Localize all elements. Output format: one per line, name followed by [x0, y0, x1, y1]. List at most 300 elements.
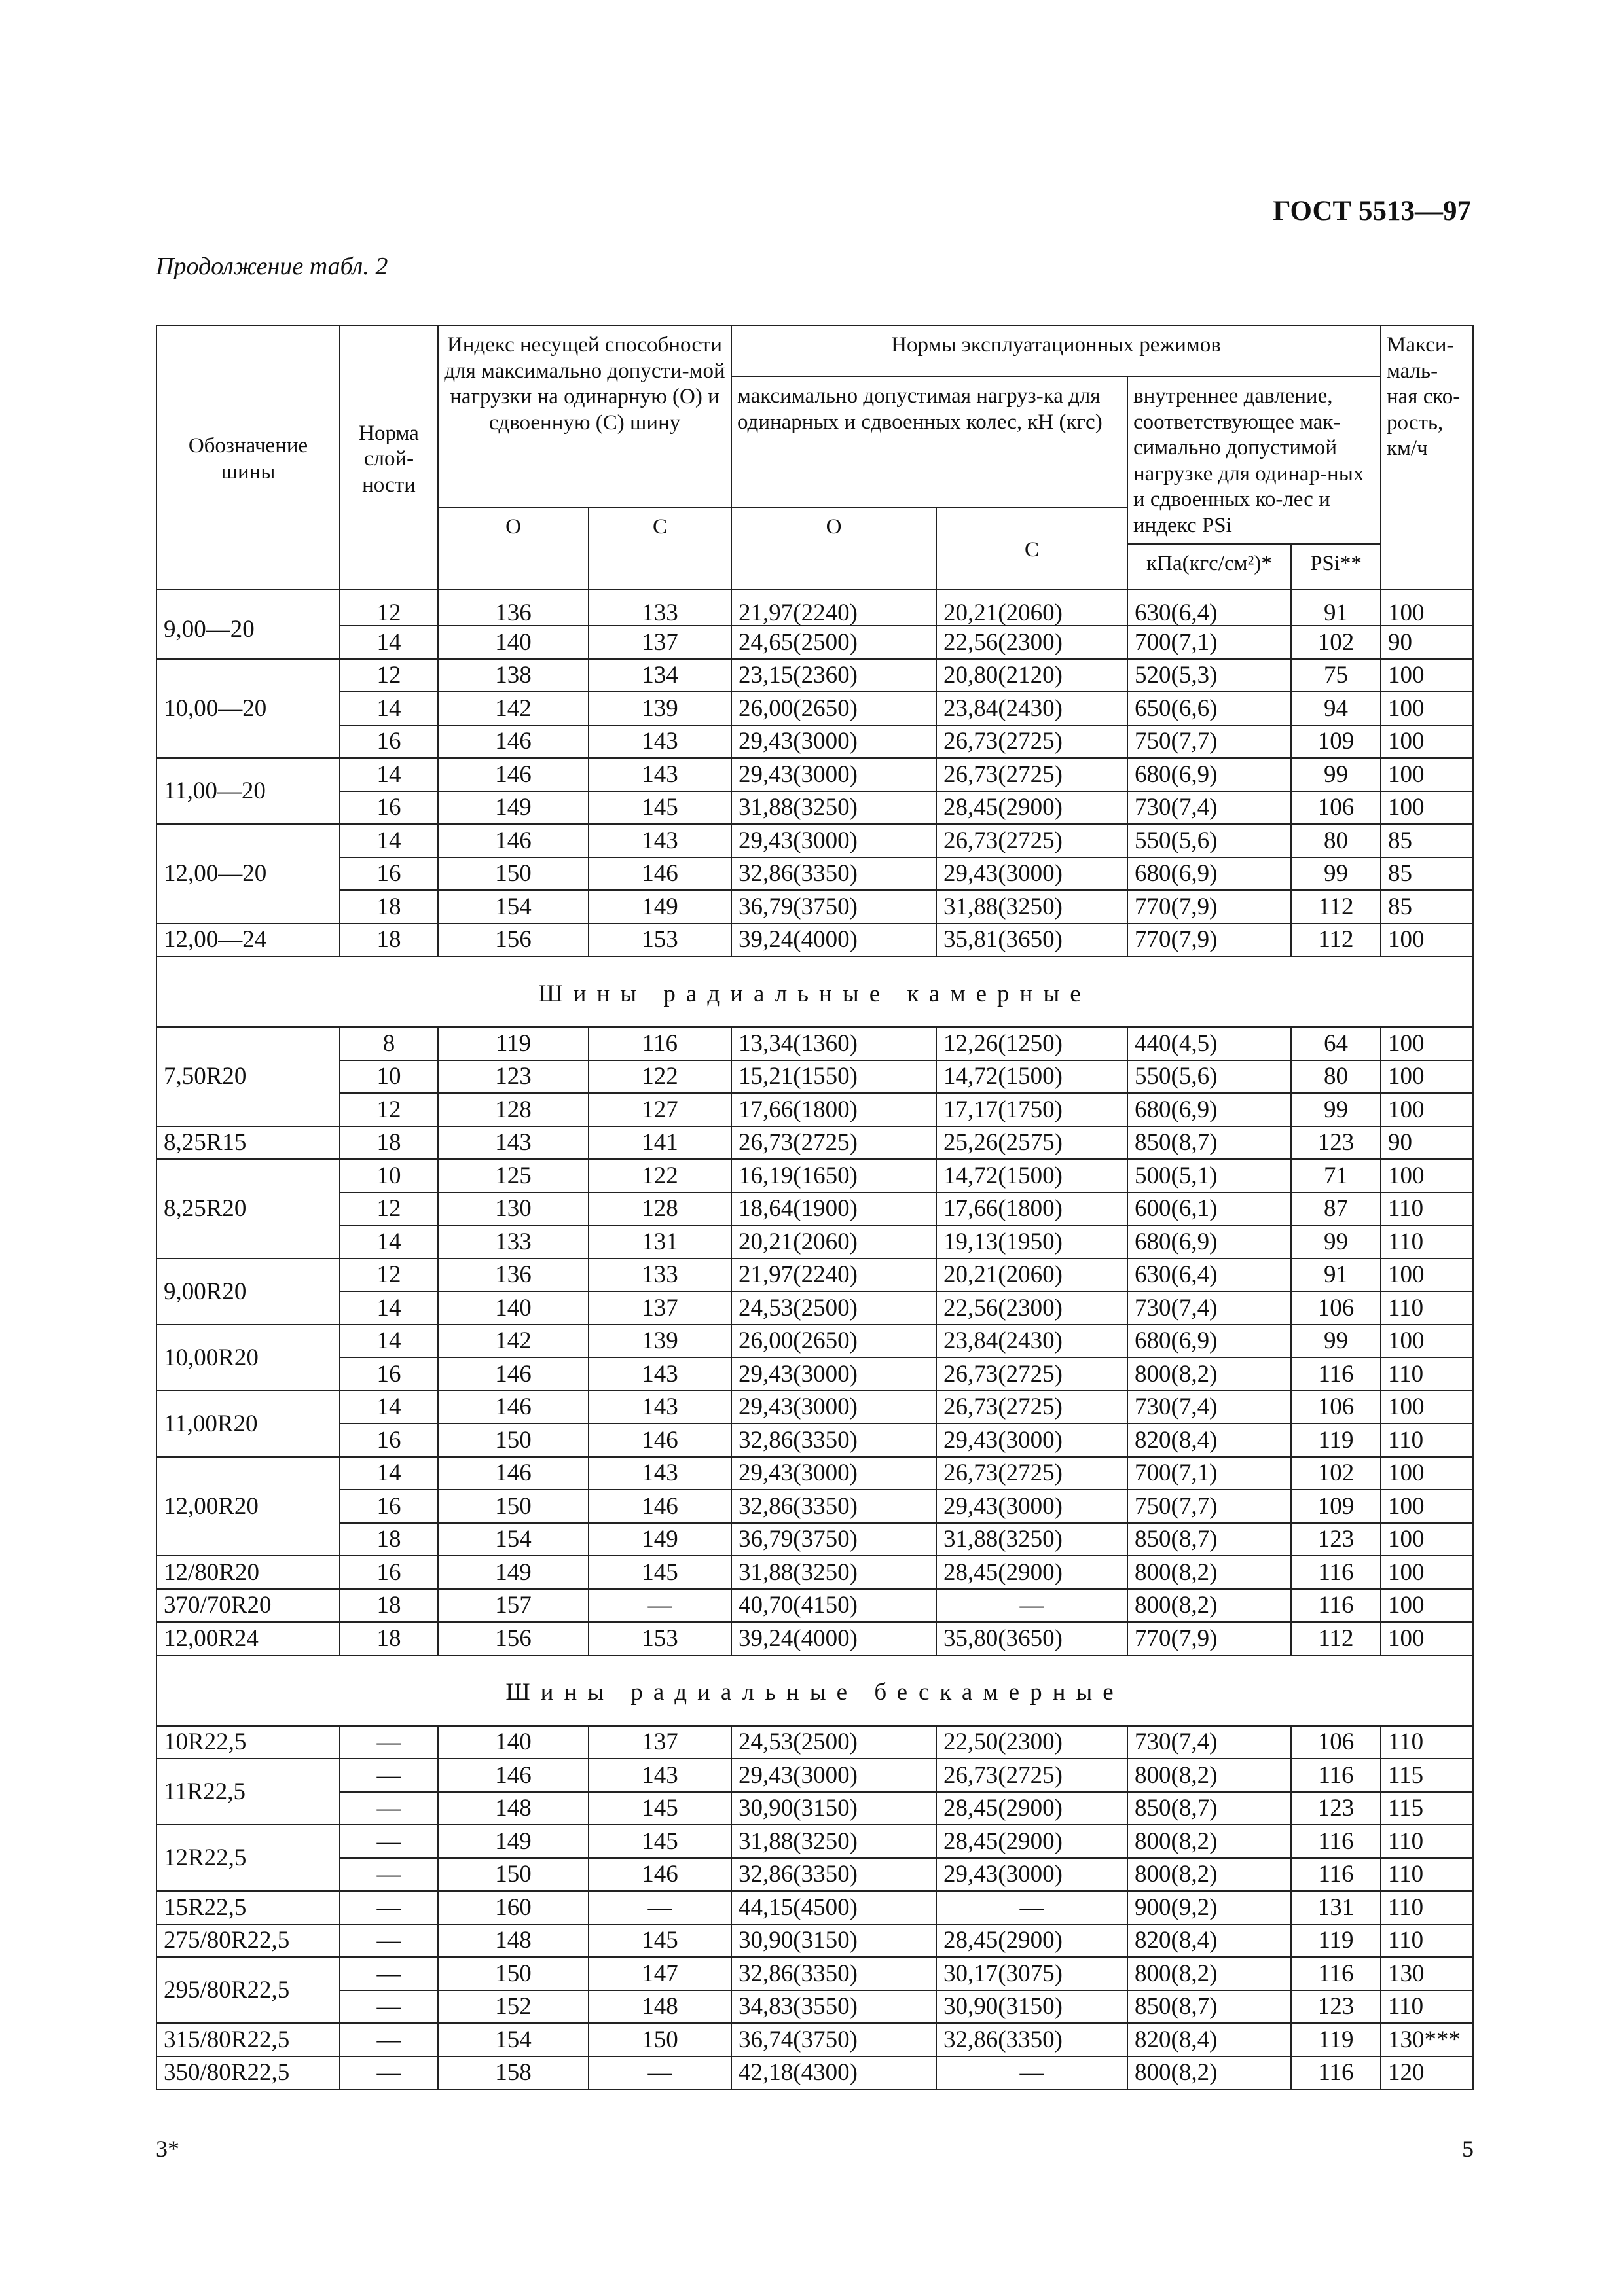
- cell: 29,43(3000): [936, 1490, 1127, 1523]
- cell: 160: [438, 1891, 589, 1924]
- cell: —: [589, 1589, 731, 1623]
- cell: 150: [438, 1957, 589, 1990]
- cell: 44,15(4500): [731, 1891, 936, 1924]
- header-kpa: кПа(кгс/см²)*: [1127, 544, 1291, 590]
- cell: 24,53(2500): [731, 1291, 936, 1325]
- cell: 106: [1291, 1291, 1381, 1325]
- table-row: [156, 890, 1473, 924]
- cell: 154: [438, 890, 589, 924]
- cell: 131: [1291, 1891, 1381, 1924]
- cell: 850(8,7): [1127, 1126, 1291, 1160]
- cell: 10: [340, 1159, 438, 1193]
- cell: 900(9,2): [1127, 1891, 1291, 1924]
- row-designation: 315/80R22,5: [156, 2023, 340, 2056]
- row-designation: 275/80R22,5: [156, 1924, 340, 1958]
- cell: 143: [589, 1759, 731, 1792]
- cell: 102: [1291, 626, 1381, 659]
- cell: 123: [1291, 1126, 1381, 1160]
- cell: 820(8,4): [1127, 2023, 1291, 2056]
- cell: 630(6,4): [1127, 590, 1291, 626]
- header-designation: Обозначение шины: [156, 325, 340, 590]
- cell: 800(8,2): [1127, 1759, 1291, 1792]
- table-row: [156, 692, 1473, 725]
- cell: 133: [438, 1225, 589, 1259]
- table-row: [156, 1093, 1473, 1126]
- cell: 110: [1381, 1357, 1473, 1391]
- cell: 26,73(2725): [936, 725, 1127, 759]
- cell: 26,73(2725): [731, 1126, 936, 1160]
- cell: 29,43(3000): [731, 758, 936, 791]
- cell: 31,88(3250): [731, 791, 936, 825]
- table-row: [156, 626, 1473, 659]
- cell: 17,17(1750): [936, 1093, 1127, 1126]
- table-row: [156, 758, 1473, 791]
- cell: 23,84(2430): [936, 1325, 1127, 1358]
- cell: 700(7,1): [1127, 626, 1291, 659]
- cell: 156: [438, 1622, 589, 1655]
- cell: 112: [1291, 924, 1381, 957]
- cell: 116: [589, 1027, 731, 1060]
- cell: 143: [589, 1457, 731, 1490]
- cell: 149: [589, 1523, 731, 1556]
- cell: 153: [589, 924, 731, 957]
- cell: 680(6,9): [1127, 1325, 1291, 1358]
- cell: 18: [340, 1622, 438, 1655]
- tire-table: [156, 325, 1474, 2090]
- cell: 800(8,2): [1127, 1556, 1291, 1589]
- cell: 110: [1381, 1858, 1473, 1892]
- cell: —: [340, 1858, 438, 1892]
- cell: 550(5,6): [1127, 824, 1291, 857]
- cell: 99: [1291, 758, 1381, 791]
- table-row: [156, 659, 1473, 692]
- cell: 22,56(2300): [936, 626, 1127, 659]
- cell: 102: [1291, 1457, 1381, 1490]
- cell: 145: [589, 791, 731, 825]
- cell: 100: [1381, 758, 1473, 791]
- cell: 730(7,4): [1127, 1291, 1291, 1325]
- cell: 31,88(3250): [731, 1825, 936, 1858]
- cell: 85: [1381, 890, 1473, 924]
- cell: 100: [1381, 692, 1473, 725]
- row-designation: 12,00R20: [156, 1457, 340, 1556]
- cell: 116: [1291, 1357, 1381, 1391]
- table-row: [156, 1825, 1473, 1858]
- cell: 150: [438, 857, 589, 891]
- cell: 145: [589, 1924, 731, 1958]
- cell: 110: [1381, 1726, 1473, 1759]
- cell: 850(8,7): [1127, 1990, 1291, 2024]
- cell: 109: [1291, 1490, 1381, 1523]
- cell: 123: [1291, 1990, 1381, 2024]
- cell: 122: [589, 1159, 731, 1193]
- cell: 106: [1291, 1726, 1381, 1759]
- bias-tires-body: [156, 590, 1473, 2089]
- cell: 150: [438, 1858, 589, 1892]
- cell: 730(7,4): [1127, 791, 1291, 825]
- table-row: [156, 791, 1473, 825]
- footer-left-mark: 3*: [156, 2136, 179, 2162]
- cell: 23,84(2430): [936, 692, 1127, 725]
- cell: 18: [340, 1126, 438, 1160]
- cell: 12: [340, 1259, 438, 1292]
- cell: 71: [1291, 1159, 1381, 1193]
- cell: 125: [438, 1159, 589, 1193]
- cell: 145: [589, 1556, 731, 1589]
- row-designation: 11,00—20: [156, 758, 340, 824]
- row-designation: 9,00R20: [156, 1259, 340, 1325]
- header-max-speed: Макси-маль-ная ско-рость, км/ч: [1381, 325, 1473, 590]
- cell: —: [340, 2023, 438, 2056]
- cell: 80: [1291, 1060, 1381, 1094]
- cell: —: [340, 1924, 438, 1958]
- page-number: 5: [1462, 2136, 1474, 2162]
- cell: 85: [1381, 857, 1473, 891]
- cell: 110: [1381, 1924, 1473, 1958]
- cell: 850(8,7): [1127, 1792, 1291, 1825]
- row-designation: 11,00R20: [156, 1391, 340, 1457]
- cell: 32,86(3350): [731, 1957, 936, 1990]
- cell: 35,81(3650): [936, 924, 1127, 957]
- table-row: [156, 1060, 1473, 1094]
- cell: 138: [438, 659, 589, 692]
- cell: 145: [589, 1792, 731, 1825]
- cell: 32,86(3350): [731, 1858, 936, 1892]
- header-pressure: внутреннее давление, соответствующее мак-симально допустимой нагрузке для одинар-ных и сдвоенных ко-лес и индекс PSi: [1127, 376, 1381, 544]
- table-row: [156, 1391, 1473, 1424]
- cell: 116: [1291, 1556, 1381, 1589]
- header-max-load-o: О: [731, 507, 936, 590]
- cell: 40,70(4150): [731, 1589, 936, 1623]
- cell: 146: [589, 857, 731, 891]
- cell: 30,90(3150): [936, 1990, 1127, 2024]
- cell: 750(7,7): [1127, 1490, 1291, 1523]
- cell: 100: [1381, 1027, 1473, 1060]
- cell: 143: [589, 725, 731, 759]
- cell: 100: [1381, 659, 1473, 692]
- table-row: [156, 1325, 1473, 1358]
- cell: 110: [1381, 1225, 1473, 1259]
- cell: 139: [589, 692, 731, 725]
- table-row: [156, 1027, 1473, 1060]
- cell: 128: [589, 1193, 731, 1226]
- table-row: [156, 1457, 1473, 1490]
- cell: 146: [438, 824, 589, 857]
- table-row: [156, 1357, 1473, 1391]
- cell: 137: [589, 1291, 731, 1325]
- cell: 8: [340, 1027, 438, 1060]
- cell: 500(5,1): [1127, 1159, 1291, 1193]
- cell: 28,45(2900): [936, 1924, 1127, 1958]
- cell: 20,21(2060): [936, 590, 1127, 626]
- cell: 730(7,4): [1127, 1391, 1291, 1424]
- cell: 152: [438, 1990, 589, 2024]
- cell: 16: [340, 857, 438, 891]
- cell: 32,86(3350): [731, 1424, 936, 1457]
- cell: 120: [1381, 2056, 1473, 2090]
- cell: 127: [589, 1093, 731, 1126]
- table-row: [156, 1556, 1473, 1589]
- cell: 550(5,6): [1127, 1060, 1291, 1094]
- cell: 116: [1291, 1759, 1381, 1792]
- cell: 122: [589, 1060, 731, 1094]
- cell: 100: [1381, 791, 1473, 825]
- cell: 85: [1381, 824, 1473, 857]
- cell: 143: [589, 1391, 731, 1424]
- cell: 149: [438, 1556, 589, 1589]
- cell: 119: [1291, 1924, 1381, 1958]
- row-designation: 370/70R20: [156, 1589, 340, 1623]
- cell: —: [589, 1891, 731, 1924]
- cell: 800(8,2): [1127, 1858, 1291, 1892]
- cell: 140: [438, 1291, 589, 1325]
- cell: 18: [340, 1589, 438, 1623]
- cell: 15,21(1550): [731, 1060, 936, 1094]
- cell: 800(8,2): [1127, 1589, 1291, 1623]
- row-designation: 295/80R22,5: [156, 1957, 340, 2023]
- cell: 128: [438, 1093, 589, 1126]
- cell: 24,65(2500): [731, 626, 936, 659]
- header-load-index-c: С: [589, 507, 731, 590]
- cell: 143: [438, 1126, 589, 1160]
- cell: 145: [589, 1825, 731, 1858]
- table-row: [156, 857, 1473, 891]
- cell: 112: [1291, 890, 1381, 924]
- header-load-index-o: О: [438, 507, 589, 590]
- cell: 14: [340, 1457, 438, 1490]
- cell: 800(8,2): [1127, 1357, 1291, 1391]
- table-row: [156, 1759, 1473, 1792]
- cell: 156: [438, 924, 589, 957]
- cell: 123: [438, 1060, 589, 1094]
- table-row: [156, 1858, 1473, 1892]
- cell: 100: [1381, 1457, 1473, 1490]
- table-caption: Продолжение табл. 2: [156, 253, 388, 280]
- cell: 21,97(2240): [731, 590, 936, 626]
- cell: 99: [1291, 857, 1381, 891]
- cell: 16,19(1650): [731, 1159, 936, 1193]
- cell: 100: [1381, 924, 1473, 957]
- cell: 110: [1381, 1291, 1473, 1325]
- cell: 137: [589, 626, 731, 659]
- table-row: [156, 1126, 1473, 1160]
- cell: 112: [1291, 1622, 1381, 1655]
- header-norms: Нормы эксплуатационных режимов: [731, 325, 1381, 376]
- cell: 100: [1381, 1556, 1473, 1589]
- cell: 29,43(3000): [731, 1391, 936, 1424]
- cell: 16: [340, 1357, 438, 1391]
- cell: 34,83(3550): [731, 1990, 936, 2024]
- cell: 94: [1291, 692, 1381, 725]
- cell: —: [589, 2056, 731, 2090]
- cell: 13,34(1360): [731, 1027, 936, 1060]
- cell: 29,43(3000): [936, 1858, 1127, 1892]
- cell: 600(6,1): [1127, 1193, 1291, 1226]
- row-designation: 9,00—20: [156, 590, 340, 659]
- cell: 14: [340, 692, 438, 725]
- cell: 820(8,4): [1127, 1924, 1291, 1958]
- cell: 130: [438, 1193, 589, 1226]
- cell: 100: [1381, 590, 1473, 626]
- cell: 36,79(3750): [731, 890, 936, 924]
- cell: 146: [438, 1357, 589, 1391]
- table-row: [156, 1259, 1473, 1292]
- cell: 148: [438, 1924, 589, 1958]
- section-header: [156, 1655, 1473, 1726]
- cell: 148: [438, 1792, 589, 1825]
- cell: 133: [589, 590, 731, 626]
- cell: 24,53(2500): [731, 1726, 936, 1759]
- cell: 32,86(3350): [936, 2023, 1127, 2056]
- cell: 116: [1291, 1957, 1381, 1990]
- row-designation: 10R22,5: [156, 1726, 340, 1759]
- cell: 30,17(3075): [936, 1957, 1127, 1990]
- table-row: [156, 1159, 1473, 1193]
- cell: 650(6,6): [1127, 692, 1291, 725]
- cell: 800(8,2): [1127, 2056, 1291, 2090]
- cell: 29,43(3000): [936, 1424, 1127, 1457]
- cell: 14: [340, 1291, 438, 1325]
- table-row: [156, 1990, 1473, 2024]
- cell: 100: [1381, 725, 1473, 759]
- cell: 106: [1291, 1391, 1381, 1424]
- cell: 100: [1381, 1490, 1473, 1523]
- cell: 146: [438, 1759, 589, 1792]
- cell: 21,97(2240): [731, 1259, 936, 1292]
- cell: 36,74(3750): [731, 2023, 936, 2056]
- cell: 12: [340, 659, 438, 692]
- cell: 142: [438, 1325, 589, 1358]
- cell: 28,45(2900): [936, 1792, 1127, 1825]
- cell: 20,21(2060): [936, 1259, 1127, 1292]
- table-row: [156, 1291, 1473, 1325]
- table-row: [156, 1924, 1473, 1958]
- cell: 680(6,9): [1127, 1093, 1291, 1126]
- cell: 106: [1291, 791, 1381, 825]
- cell: 110: [1381, 1424, 1473, 1457]
- table-row: [156, 725, 1473, 759]
- row-designation: 15R22,5: [156, 1891, 340, 1924]
- header-psi: PSi**: [1291, 544, 1381, 590]
- cell: 29,43(3000): [731, 824, 936, 857]
- cell: 141: [589, 1126, 731, 1160]
- cell: 99: [1291, 1225, 1381, 1259]
- cell: 12,26(1250): [936, 1027, 1127, 1060]
- cell: 140: [438, 1726, 589, 1759]
- header-max-load: максимально допустимая нагруз-ка для одинарных и сдвоенных колес, кН (кгс): [731, 376, 1127, 507]
- cell: 146: [438, 1391, 589, 1424]
- cell: 25,26(2575): [936, 1126, 1127, 1160]
- cell: 158: [438, 2056, 589, 2090]
- cell: 26,73(2725): [936, 1391, 1127, 1424]
- row-designation: 8,25R20: [156, 1159, 340, 1259]
- cell: 119: [1291, 2023, 1381, 2056]
- cell: 146: [589, 1490, 731, 1523]
- cell: 17,66(1800): [936, 1193, 1127, 1226]
- cell: 19,13(1950): [936, 1225, 1127, 1259]
- cell: 26,73(2725): [936, 824, 1127, 857]
- cell: 12: [340, 1093, 438, 1126]
- cell: 18,64(1900): [731, 1193, 936, 1226]
- cell: 148: [589, 1990, 731, 2024]
- cell: 28,45(2900): [936, 791, 1127, 825]
- row-designation: 10,00—20: [156, 659, 340, 759]
- cell: 116: [1291, 1589, 1381, 1623]
- cell: 100: [1381, 1259, 1473, 1292]
- header-load-index: Индекс несущей способности для максимально допусти-мой нагрузки на одинарную (О) и сдвоенную (С) шину: [438, 325, 731, 507]
- cell: 28,45(2900): [936, 1825, 1127, 1858]
- cell: 100: [1381, 1159, 1473, 1193]
- cell: 14: [340, 1391, 438, 1424]
- cell: 100: [1381, 1589, 1473, 1623]
- table-row: [156, 1891, 1473, 1924]
- cell: 800(8,2): [1127, 1825, 1291, 1858]
- cell: 100: [1381, 1093, 1473, 1126]
- cell: 39,24(4000): [731, 924, 936, 957]
- cell: 10: [340, 1060, 438, 1094]
- cell: —: [936, 1589, 1127, 1623]
- cell: 109: [1291, 725, 1381, 759]
- cell: 136: [438, 1259, 589, 1292]
- cell: 35,80(3650): [936, 1622, 1127, 1655]
- cell: 800(8,2): [1127, 1957, 1291, 1990]
- cell: 39,24(4000): [731, 1622, 936, 1655]
- cell: 32,86(3350): [731, 857, 936, 891]
- cell: 91: [1291, 1259, 1381, 1292]
- row-designation: 12,00—24: [156, 924, 340, 957]
- cell: 16: [340, 791, 438, 825]
- cell: 100: [1381, 1060, 1473, 1094]
- cell: 30,90(3150): [731, 1924, 936, 1958]
- cell: 770(7,9): [1127, 1622, 1291, 1655]
- cell: 750(7,7): [1127, 725, 1291, 759]
- cell: 116: [1291, 1858, 1381, 1892]
- cell: 143: [589, 1357, 731, 1391]
- cell: 31,88(3250): [936, 1523, 1127, 1556]
- cell: 154: [438, 2023, 589, 2056]
- cell: 87: [1291, 1193, 1381, 1226]
- cell: 100: [1381, 1391, 1473, 1424]
- cell: 154: [438, 1523, 589, 1556]
- cell: 12: [340, 1193, 438, 1226]
- cell: 146: [438, 725, 589, 759]
- cell: 100: [1381, 1523, 1473, 1556]
- cell: 133: [589, 1259, 731, 1292]
- cell: 130***: [1381, 2023, 1473, 2056]
- row-designation: 12R22,5: [156, 1825, 340, 1891]
- cell: 20,80(2120): [936, 659, 1127, 692]
- cell: 150: [438, 1490, 589, 1523]
- cell: 100: [1381, 1622, 1473, 1655]
- cell: 131: [589, 1225, 731, 1259]
- table-row: [156, 1622, 1473, 1655]
- cell: 16: [340, 1424, 438, 1457]
- cell: 36,79(3750): [731, 1523, 936, 1556]
- section-radial-tubeless: Шины радиальные бескамерные: [156, 1655, 1473, 1726]
- cell: 29,43(3000): [731, 725, 936, 759]
- cell: 31,88(3250): [731, 1556, 936, 1589]
- cell: 26,73(2725): [936, 1759, 1127, 1792]
- table-row: [156, 1225, 1473, 1259]
- cell: 119: [438, 1027, 589, 1060]
- cell: 18: [340, 890, 438, 924]
- cell: —: [340, 1957, 438, 1990]
- table-row: [156, 1726, 1473, 1759]
- cell: 440(4,5): [1127, 1027, 1291, 1060]
- cell: 26,73(2725): [936, 758, 1127, 791]
- cell: 16: [340, 725, 438, 759]
- cell: 110: [1381, 1193, 1473, 1226]
